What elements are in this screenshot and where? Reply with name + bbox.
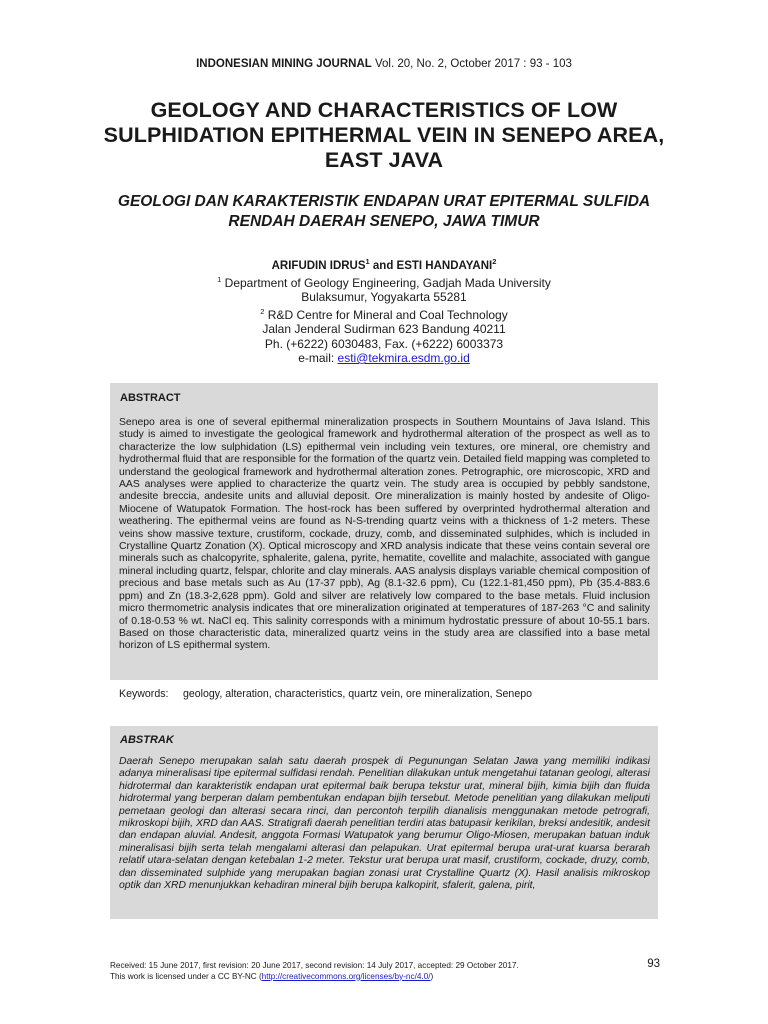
affiliation-superscript: 2: [260, 306, 265, 316]
email-link[interactable]: esti@tekmira.esdm.go.id: [337, 351, 470, 366]
license-line: [110, 972, 610, 983]
received-dates: Received: 15 June 2017, first revision: 20 June 2017, second revision: 14 July 2017, accepted: 29 October 2017.: [110, 961, 519, 970]
abstrak-box: [110, 726, 658, 919]
affiliation-text: Department of Geology Engineering, Gadjah Mada University: [221, 276, 551, 290]
author-name: ARIFUDIN IDRUS: [271, 259, 366, 272]
email-label: e-mail:: [298, 351, 338, 366]
page-number: 93: [647, 958, 660, 970]
journal-header: [0, 58, 768, 70]
contact-phone: Ph. (+6222) 6030483, Fax. (+6222) 6003373: [264, 336, 504, 351]
author-list: [0, 257, 768, 272]
journal-details: Vol. 20, No. 2, October 2017 : 93 - 103: [371, 58, 572, 70]
license-prefix: This work is licensed under a CC BY-NC (: [110, 971, 262, 981]
journal-name: INDONESIAN MINING JOURNAL: [196, 58, 372, 70]
author-conjunction: and: [369, 259, 397, 272]
affiliation-line: [0, 305, 768, 322]
affiliation-superscript: 1: [217, 275, 222, 284]
abstract-heading: ABSTRACT: [120, 392, 181, 404]
abstract-box: [110, 383, 658, 680]
paper-title: GEOLOGY AND CHARACTERISTICS OF LOW SULPHIDATION EPITHERMAL VEIN IN SENEPO AREA, EAST JAVA: [103, 98, 665, 172]
author-superscript: 2: [492, 257, 497, 266]
affiliations: [0, 273, 768, 365]
affiliation-address: Jalan Jenderal Sudirman 623 Bandung 40211: [262, 322, 506, 337]
affiliation-address: Bulaksumur, Yogyakarta 55281: [301, 290, 467, 305]
keywords-text: geology, alteration, characteristics, quartz vein, ore mineralization, Senepo: [183, 688, 532, 700]
abstrak-heading: ABSTRAK: [120, 734, 174, 746]
license-link[interactable]: http://creativecommons.org/licenses/by-nc/4.0/: [261, 971, 431, 981]
abstract-text: Senepo area is one of several epithermal mineralization prospects in Southern Mountains of Java Island. This study is aimed to investigate the geological framework and hydrothermal alteration of the prospect as well as to characterize the low sulphidation (LS) epithermal vein including vein textures, ore mineral, ore chemistry and hydrothermal fluid that are responsible for the formation of the quartz vein. Detailed field mapping was completed to understand the geological framework and hydrothermal alteration zones. Petrographic, ore microscopic, XRD and AAS analyses were applied to characterize the quartz vein. The study area is occupied by pebbly sandstone, andesite breccia, andesite units and alluvial deposit. Ore mineralization is mainly hosted by andesite of Oligo-Miocene of Watupatok Formation. The host-rock has been suffered by overprinted hydrothermal alteration and weathering. The epithermal veins are found as N-S-trending quartz veins with a thickness of 1-2 meters. These veins show massive texture, crustiform, cockade, druzy, comb, and disseminated sulphides, which is included in Crystalline Quartz Zonation (X). Optical microscopy and XRD analysis indicate that these veins contain several ore minerals such as chalcopyrite, sphalerite, galena, pyrite, hematite, covellite and malachite, associated with gangue mineral including quartz, felspar, chlorite and clay minerals. AAS analysis displays variable chemical composition of precious and base metals such as Au (17-37 ppb), Ag (8.1-32.6 ppm), Cu (122.1-81,450 ppm), Pb (35.4-883.6 ppm) and Zn (18.3-2,628 ppm). Gold and silver are relatively low compared to the base metals. Fluid inclusion micro thermometric analysis indicates that ore mineralization originated at temperatures of 187-263 °C and salinity of 0.18-0.53 % wt. NaCl eq. This salinity corresponds with a minimum hydrostatic pressure of about 10-55.1 bars. Based on those characteristic data, mineralized quartz veins in the study area are classified into a base metal horizon of LS epithermal system.: [119, 417, 650, 652]
license-suffix: ): [430, 971, 434, 981]
author-superscript: 1: [365, 257, 370, 266]
contact-email-line: [0, 351, 768, 365]
author-name: ESTI HANDAYANI: [396, 259, 493, 272]
abstrak-text: Daerah Senepo merupakan salah satu daerah prospek di Pegunungan Selatan Jawa yang memiliki indikasi adanya mineralisasi tipe epitermal sulfidasi rendah. Penelitian dilakukan untuk mengetahui tatanan geologi, alterasi hidrotermal dan karakteristik endapan urat epitermal baik berupa tekstur urat, mineral bijih, kimia bijih dan fluida hidrotermal yang berperan dalam pembentukan endapan bijih tersebut. Metode penelitian yang dilakukan meliputi pemetaan geologi dan alterasi secara rinci, dan percontoh terpilih dianalisis menggunakan metode petrografi, mikroskopi bijih, XRD dan AAS. Stratigrafi daerah penelitian terdiri atas batupasir kerikilan, breksi andesitik, andesit dan endapan aluvial. Andesit, anggota Formasi Watupatok yang berumur Oligo-Miosen, merupakan batuan induk mineralisasi bijih serta telah mengalami alterasi dan pelapukan. Urat epitermal berupa urat-urat kuarsa berarah relatif utara-selatan dengan ketebalan 1-2 meter. Tekstur urat berupa urat masif, crustiform, cockade, druzy, comb, dan disseminated sulphide yang merupakan bagian zonasi urat Crystalline Quartz (X). Hasil analisis mikroskop optik dan XRD menunjukkan kehadiran mineral bijih berupa kalkopirit, sfalerit, galena, pirit,: [119, 756, 650, 892]
page-footer: [110, 961, 610, 982]
keywords-label: Keywords:: [119, 688, 169, 700]
paper-subtitle: GEOLOGI DAN KARAKTERISTIK ENDAPAN URAT EPITERMAL SULFIDA RENDAH DAERAH SENEPO, JAWA TIMUR: [117, 193, 651, 230]
keywords-line: [119, 688, 659, 700]
affiliation-text: R&D Centre for Mineral and Coal Technology: [264, 307, 508, 322]
affiliation-line: [0, 273, 768, 290]
